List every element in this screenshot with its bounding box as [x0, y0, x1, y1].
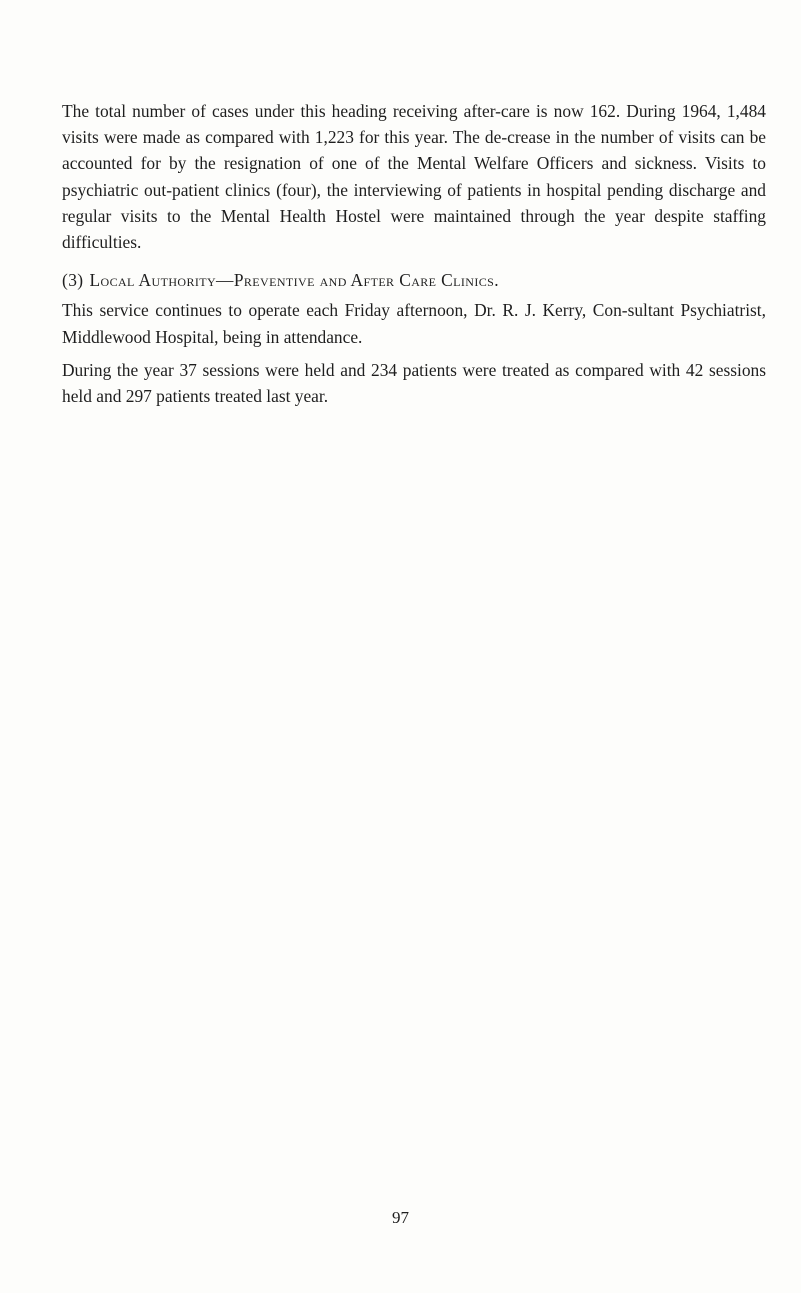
paragraph-clinic-service-text: This service continues to operate each Friday afternoon, Dr. R. J. Kerry, Con-sultant Psychiatrist, Middlewood Hospital, being in attendance.	[62, 300, 766, 347]
document-body	[62, 98, 766, 416]
paragraph-after-care-visits: The total number of cases under this heading receiving after-care is now 162. During 1964, 1,484 visits were made as compared with 1,223 for this year. The de-crease in the number of visits can be accounted for by the resignation of one of the Mental Welfare Officers and sickness. Visits to psychiatric out-patient clinics (four), the interviewing of patients in hospital pending discharge and regular visits to the Mental Health Hostel were maintained through the year despite staffing difficulties.	[62, 101, 766, 253]
section-heading	[62, 267, 766, 293]
paragraph-clinic-service	[62, 297, 766, 349]
paragraph-clinic-sessions	[62, 357, 766, 409]
paragraph-clinic-sessions-text: During the year 37 sessions were held and 234 patients were treated as compared with 42 sessions held and 297 patients treated last year.	[62, 359, 766, 407]
page-number: 97	[392, 1208, 409, 1227]
section-number: (3)	[62, 270, 84, 291]
section-title: Local Authority—Preventive and After Care Clinics.	[89, 270, 499, 291]
